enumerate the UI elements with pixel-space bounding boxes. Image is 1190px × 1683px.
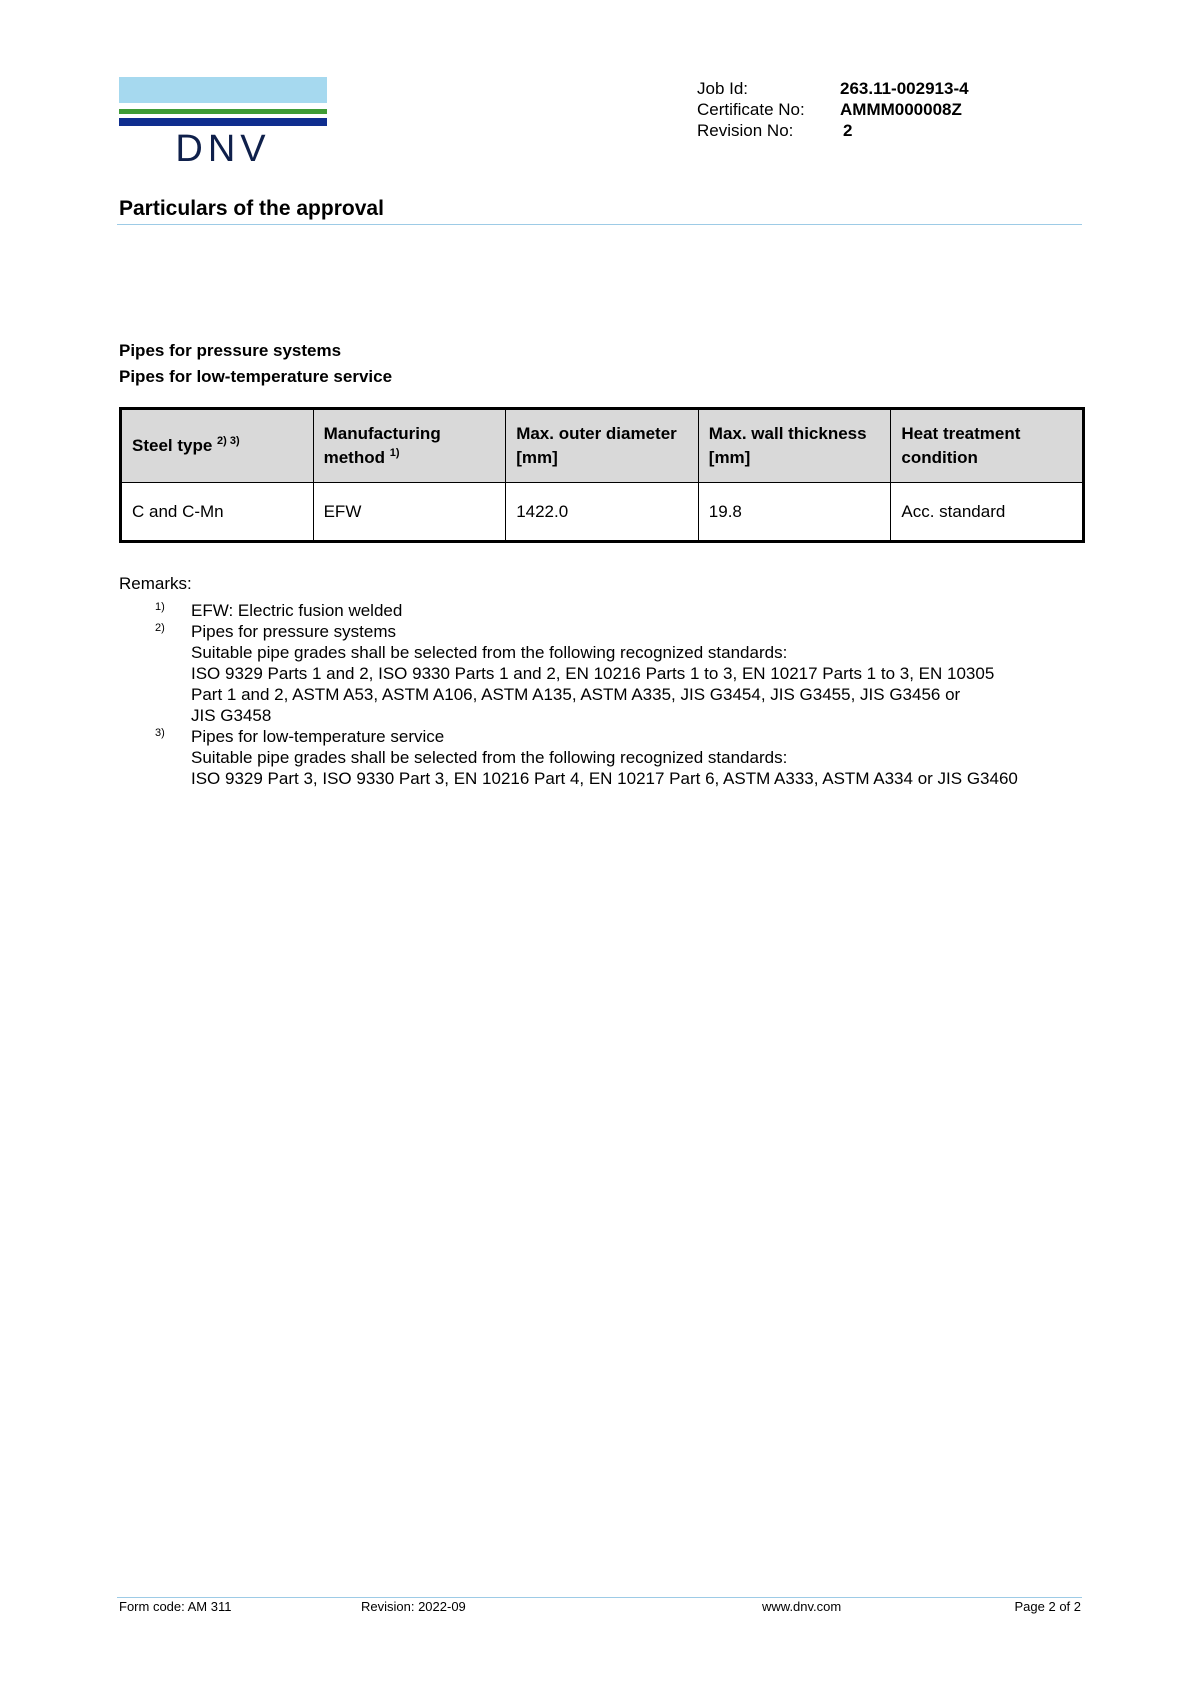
job-id-label: Job Id: (697, 79, 749, 98)
table-header-row (121, 409, 1084, 483)
remarks-title: Remarks: (119, 574, 192, 593)
logo-blue-band (119, 118, 327, 126)
remark-line: Pipes for pressure systems (191, 622, 397, 641)
remark-line: ISO 9329 Parts 1 and 2, ISO 9330 Parts 1 and 2, EN 10216 Parts 1 to 3, EN 10217 Parts 1 to 3, EN 10305 (191, 664, 995, 683)
section-title: Particulars of the approval (119, 197, 384, 220)
remark-item (119, 600, 1079, 621)
footer-revision: Revision: 2022-09 (361, 1599, 466, 1614)
remark-body (191, 621, 1079, 726)
remark-item (119, 621, 1079, 726)
subheading-low-temperature: Pipes for low-temperature service (119, 367, 393, 386)
header-steel-type (121, 409, 314, 483)
remark-line: Suitable pipe grades shall be selected from the following recognized standards: (191, 748, 788, 767)
header-manufacturing-method-footnote: 1) (389, 447, 400, 459)
remark-line: ISO 9329 Part 3, ISO 9330 Part 3, EN 10216 Part 4, EN 10217 Part 6, ASTM A333, ASTM A334 or JIS G3460 (191, 769, 1018, 788)
cell-steel-type: C and C-Mn (121, 483, 314, 542)
header-max-wall-thickness: Max. wall thickness [mm] (698, 409, 891, 483)
remark-line: Pipes for low-temperature service (191, 727, 445, 746)
remark-line: EFW: Electric fusion welded (191, 601, 403, 620)
revision-no-label: Revision No: (697, 121, 794, 140)
remark-line: Part 1 and 2, ASTM A53, ASTM A106, ASTM A135, ASTM A335, JIS G3454, JIS G3455, JIS G3456 or (191, 685, 961, 704)
remark-line: Suitable pipe grades shall be selected from the following recognized standards: (191, 643, 788, 662)
footer-divider (117, 1597, 1082, 1598)
remark-body (191, 600, 1079, 621)
remark-number: 1) (155, 601, 165, 613)
job-id-row (697, 78, 969, 99)
dnv-logo (119, 77, 327, 170)
header-steel-type-footnote: 2) 3) (217, 435, 240, 447)
logo-text: DNV (175, 128, 271, 170)
table-row (121, 483, 1084, 542)
logo-light-band (119, 77, 327, 103)
header-steel-type-label: Steel type (132, 436, 213, 455)
header-manufacturing-method-label: Manufacturing method (323, 424, 441, 467)
certificate-no-value: AMMM000008Z (840, 100, 962, 119)
header-max-outer-diameter: Max. outer diameter [mm] (506, 409, 699, 483)
footer-website[interactable]: www.dnv.com (762, 1599, 842, 1614)
certificate-meta (697, 78, 969, 141)
revision-no-row (697, 120, 969, 141)
remarks-list (119, 600, 1079, 789)
remark-body (191, 726, 1079, 789)
cell-max-wall-thickness: 19.8 (698, 483, 891, 542)
remark-number: 3) (155, 727, 165, 739)
section-divider (117, 224, 1082, 225)
job-id-value: 263.11-002913-4 (840, 79, 969, 98)
remark-item (119, 726, 1079, 789)
certificate-no-row (697, 99, 969, 120)
header-heat-treatment: Heat treatment condition (891, 409, 1084, 483)
footer-form-code: Form code: AM 311 (119, 1599, 232, 1614)
cell-max-outer-diameter: 1422.0 (506, 483, 699, 542)
certificate-no-label: Certificate No: (697, 100, 805, 119)
remark-number: 2) (155, 622, 165, 634)
subheading-pressure-systems: Pipes for pressure systems (119, 341, 342, 360)
approval-table (119, 407, 1085, 543)
revision-no-value: 2 (843, 121, 853, 140)
cell-heat-treatment: Acc. standard (891, 483, 1084, 542)
remark-line: JIS G3458 (191, 706, 272, 725)
cell-manufacturing-method: EFW (313, 483, 506, 542)
footer-page-number: Page 2 of 2 (1014, 1599, 1081, 1614)
logo-green-band (119, 109, 327, 114)
header-manufacturing-method (313, 409, 506, 483)
